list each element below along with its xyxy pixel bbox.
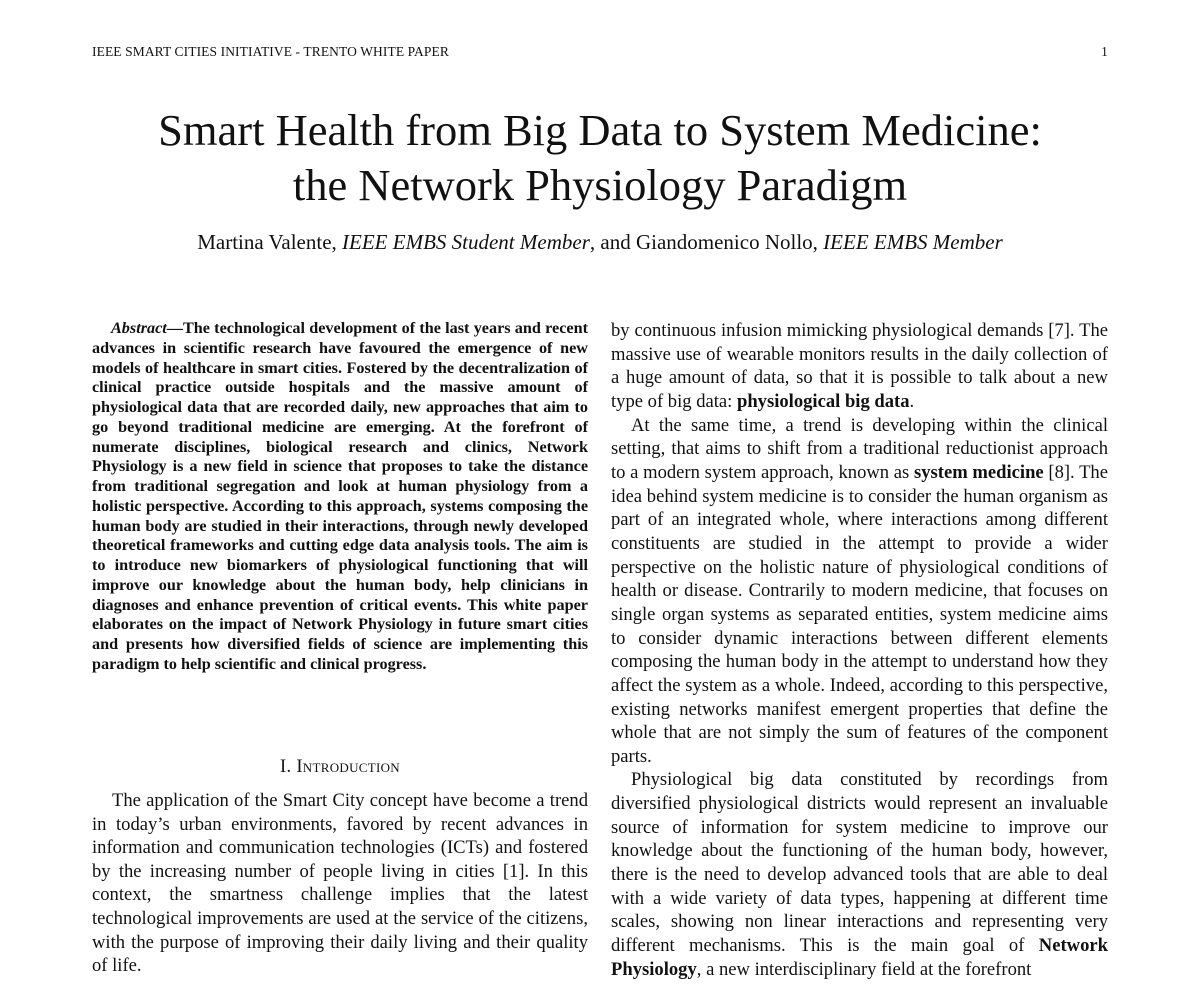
author-2-name: Giandomenico Nollo <box>635 230 813 254</box>
right-p2-bold: system medicine <box>914 461 1044 483</box>
abstract-text: The technological development of the last years and recent advances in scientific research have favoured the emergence of new models of healthcare in smart cities. Fostered by the decentralization of clinical practice outside hospitals and the massive amount of physiological data that are recorded daily, new approaches that aim to go beyond traditional medicine are emerging. At the forefront of numerate disciplines, biological research and clinics, Network Physiology is a new field in science that proposes to take the distance from traditional segregation and look at human physiology from a holistic perspective. According to this approach, systems composing the human body are studied in their interactions, through newly developed theoretical frameworks and cutting edge data analysis tools. The aim is to introduce new biomarkers of physiological functioning that will improve our knowledge about the human body, help clinicians in diagnoses and enhance prevention of critical events. This white paper elaborates on the impact of Network Physiology in future smart cities and presents how diversified fields of science are implementing this paradigm to help scientific and clinical progress. <box>92 319 588 673</box>
author-1-name: Martina Valente <box>197 230 332 254</box>
right-p3-bold: Network Physiology <box>611 935 1108 980</box>
section-numeral: I. <box>280 757 292 777</box>
right-p2-text-b: [8]. The idea behind system medicine is to consider the human organism as part of an integrated whole, where interactions among different constituents are studied in the attempt to provide a wider perspective on the holistic nature of physiological conditions of health or disease. Contrarily to modern medicine, that focuses on single organ systems as separated entities, system medicine aims to consider dynamic interactions between different elements composing the human body in the attempt to understand how they affect the system as a whole. Indeed, according to this perspective, existing networks manifest emergent properties that define the whole that are not simply the sum of features of the component parts. <box>611 461 1108 767</box>
author-connector: , and <box>589 230 636 254</box>
right-column <box>611 319 1108 981</box>
author-2-role: IEEE EMBS Member <box>823 230 1003 254</box>
intro-paragraph-1: The application of the Smart City concept have become a trend in today’s urban environments, favored by recent advances in information and communication technologies (ICTs) and fostered by the increasing number of people living in cities [1]. In this context, the smartness challenge implies that the latest technological improvements are used at the service of the citizens, with the purpose of improving their daily living and their quality of life. <box>92 790 588 977</box>
right-paragraph-3 <box>611 768 1108 981</box>
abstract-dash: — <box>166 319 183 337</box>
running-title: IEEE SMART CITIES INITIATIVE - TRENTO WHITE PAPER <box>92 44 449 59</box>
abstract <box>92 319 588 675</box>
author-1-role: IEEE EMBS Student Member <box>342 230 590 254</box>
right-p1-bold: physiological big data <box>737 390 910 412</box>
paper-title-line-1: Smart Health from Big Data to System Medicine: <box>158 105 1042 155</box>
right-paragraph-2 <box>611 414 1108 769</box>
right-p1-end: . <box>909 390 915 412</box>
right-p2-text-a: At the same time, a trend is developing within the clinical setting, that aims to shift from a traditional reductionist approach to a modern system approach, known as <box>611 414 1108 483</box>
author-line: Martina Valente, IEEE EMBS Student Member, and Giandomenico Nollo, IEEE EMBS Member <box>197 230 1003 254</box>
running-header <box>92 44 1108 62</box>
paper-title-line-2: the Network Physiology Paradigm <box>292 160 908 210</box>
right-p1-text: by continuous infusion mimicking physiological demands [7]. The massive use of wearable monitors results in the daily collection of a huge amount of data, so that it is possible to talk about a new type of big data: <box>611 320 1108 412</box>
abstract-label: Abstract <box>111 319 167 337</box>
paper-title <box>40 103 1160 213</box>
right-paragraph-1 <box>611 319 1108 414</box>
page-number: 1 <box>1101 44 1108 59</box>
section-title: Introduction <box>296 757 400 777</box>
introduction-body <box>92 789 588 978</box>
section-heading-introduction <box>92 757 588 778</box>
left-column <box>92 319 588 977</box>
right-p3-text-a: Physiological big data constituted by recordings from diversified physiological districts would represent an invaluable source of information for system medicine to improve our knowledge about the functioning of the human body, however, there is the need to develop advanced tools that are able to deal with a wide variety of data types, happening at different time scales, showing non linear interactions and representing very different mechanisms. This is the main goal of <box>611 769 1108 957</box>
right-p3-text-b: , a new interdisciplinary field at the forefront <box>696 958 1032 980</box>
